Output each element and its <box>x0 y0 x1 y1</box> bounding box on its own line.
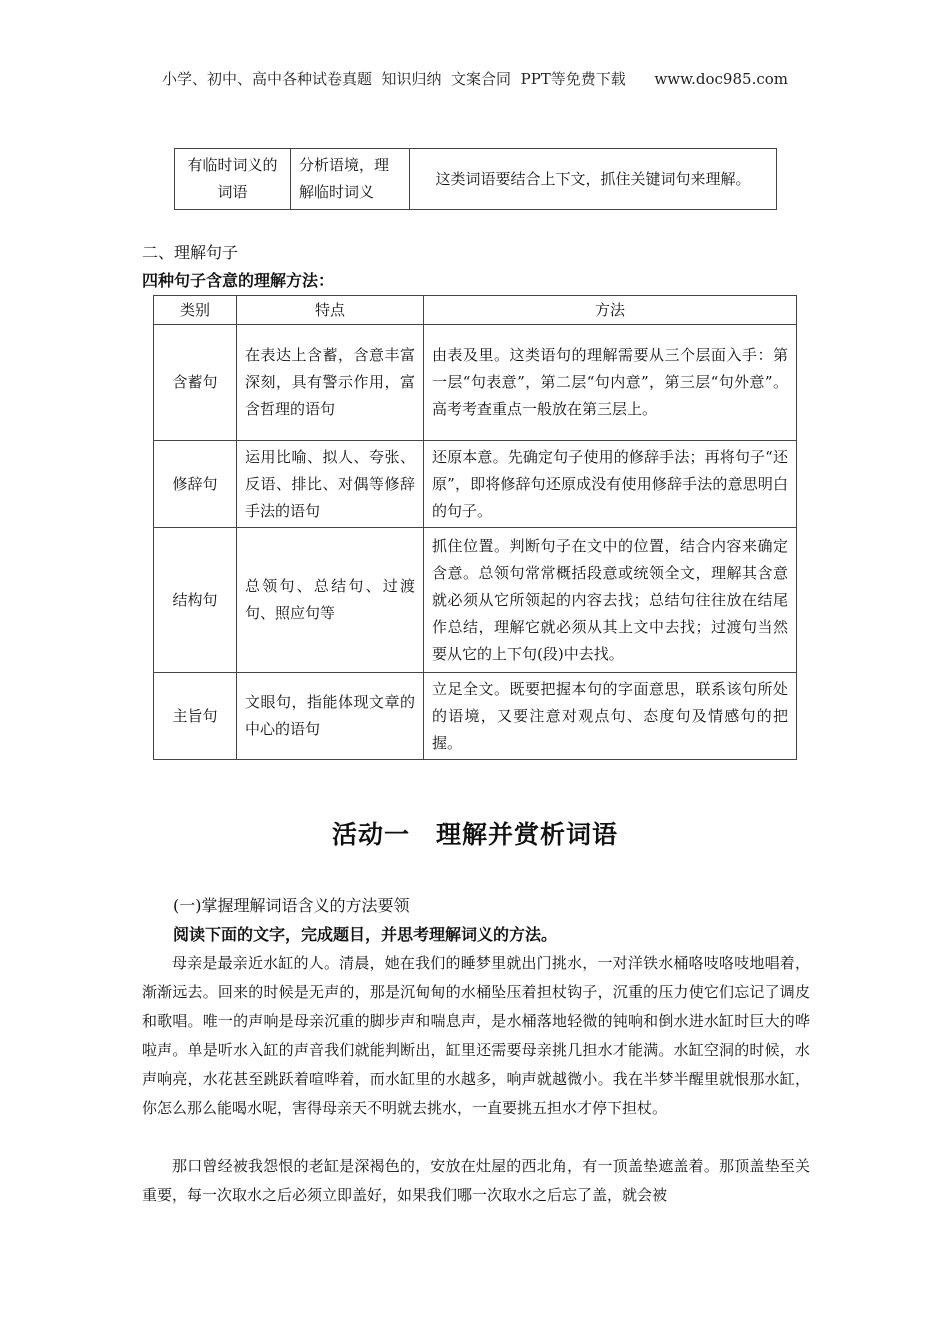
table-row <box>154 325 797 441</box>
table-row <box>154 528 797 673</box>
table-row <box>175 149 777 210</box>
table-cell: 文眼句，指能体现文章的中心的语句 <box>237 673 424 760</box>
table-cell: 还原本意。先确定句子使用的修辞手法；再将句子“还原”，即将修辞句还原成没有使用修辞手法的意思明白的句子。 <box>424 441 797 528</box>
table-cell: 修辞句 <box>154 441 237 528</box>
reading-paragraph-2: 那口曾经被我怨恨的老缸是深褐色的，安放在灶屋的西北角，有一顶盖垫遮盖着。那顶盖垫至关重要，每一次取水之后必须立即盖好，如果我们哪一次取水之后忘了盖，就会被 <box>142 1157 810 1204</box>
activity-instruction: 阅读下面的文字，完成题目，并思考理解词义的方法。 <box>173 925 558 944</box>
table-cell: 有临时词义的词语 <box>175 149 291 210</box>
table-cell: 主旨句 <box>154 673 237 760</box>
table-cell: 在表达上含蓄，含意丰富深刻，具有警示作用，富含哲理的语句 <box>237 325 424 441</box>
sentence-method-table <box>153 295 797 760</box>
page-header: 小学、初中、高中各种试卷真题 知识归纳 文案合同 PPT等免费下载 www.doc985.com <box>161 70 788 88</box>
section-subheading: 四种句子含意的理解方法： <box>142 271 335 290</box>
table-cell: 分析语境，理解临时词义 <box>291 149 410 210</box>
table-cell: 运用比喻、拟人、夸张、反语、排比、对偶等修辞手法的语句 <box>237 441 424 528</box>
table-cell: 含蓄句 <box>154 325 237 441</box>
table-header-cell: 特点 <box>237 296 424 325</box>
table-cell: 抓住位置。判断句子在文中的位置，结合内容来确定含意。总领句常常概括段意或统领全文，理解其含意就必须从它所领起的内容去找；总结句往往放在结尾作总结，理解它就必须从其上文中去找；过渡句当然要从它的上下句(段)中去找。 <box>424 528 797 673</box>
table-cell: 这类词语要结合上下文，抓住关键词句来理解。 <box>410 149 777 210</box>
activity-subheading: (一)掌握理解词语含义的方法要领 <box>173 896 410 915</box>
table-header-cell: 类别 <box>154 296 237 325</box>
table-cell: 结构句 <box>154 528 237 673</box>
table-row <box>154 673 797 760</box>
table-cell: 总领句、总结句、过渡句、照应句等 <box>237 528 424 673</box>
table-cell: 立足全文。既要把握本句的字面意思，联系该句所处的语境，又要注意对观点句、态度句及情感句的把握。 <box>424 673 797 760</box>
word-method-table <box>174 148 777 210</box>
table-header-cell: 方法 <box>424 296 797 325</box>
section-heading: 二、理解句子 <box>142 243 239 262</box>
table-cell: 由表及里。这类语句的理解需要从三个层面入手：第一层“句表意”，第二层“句内意”，第三层“句外意”。高考考查重点一般放在第三层上。 <box>424 325 797 441</box>
table-row <box>154 441 797 528</box>
reading-paragraph-1: 母亲是最亲近水缸的人。清晨，她在我们的睡梦里就出门挑水，一对洋铁水桶咯吱咯吱地唱着，渐渐远去。回来的时候是无声的，那是沉甸甸的水桶坠压着担杖钩子，沉重的压力使它们忘记了调皮和歌唱。唯一的声响是母亲沉重的脚步声和喘息声，是水桶落地轻微的钝响和倒水进水缸时巨大的哗啦声。单是听水入缸的声音我们就能判断出，缸里还需要母亲挑几担水才能满。水缸空洞的时候，水声响亮，水花甚至跳跃着喧哗着，而水缸里的水越多，响声就越微小。我在半梦半醒里就恨那水缸，你怎么那么能喝水呢，害得母亲天不明就去挑水，一直要挑五担水才停下担杖。 <box>142 954 810 1117</box>
table-header-row <box>154 296 797 325</box>
activity-title: 活动一 理解并赏析词语 <box>331 820 618 849</box>
